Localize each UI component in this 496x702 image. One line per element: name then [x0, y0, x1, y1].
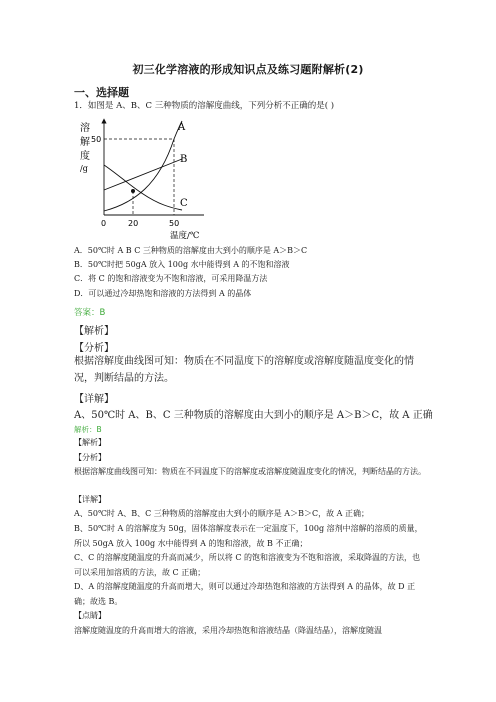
small-answer-line: 解析：B [74, 425, 102, 434]
small-analysis-text: 根据溶解度曲线图可知：物质在不同温度下的溶解度或溶解度随温度变化的情况，判断结晶的方法。 [74, 467, 426, 476]
detail-heading: 【详解】 [74, 394, 114, 405]
small-keypoint-text: 溶解度随温度的升高而增大的溶液，采用冷却热饱和溶液结晶（降温结晶），溶解度随温 [74, 626, 382, 635]
x-axis-label: 温度/℃ [170, 231, 200, 241]
small-detail-heading: 【详解】 [74, 495, 106, 504]
small-detail-d: D、A 的溶解度随温度的升高而增大，则可以通过冷却热饱和溶液的方法得到 A 的晶体，故 D 正确；故选 B。 [74, 582, 416, 606]
x-tick-20: 20 [128, 219, 139, 228]
curve-a [104, 121, 182, 211]
section-heading: 一、选择题 [74, 86, 129, 99]
analysis-heading: 【分析】 [74, 343, 114, 354]
small-explanation-heading: 【解析】 [74, 438, 106, 447]
curve-label-c: C [180, 198, 188, 209]
small-keypoint-heading: 【点睛】 [74, 611, 106, 620]
y-label-2: 解 [80, 137, 90, 148]
document-title: 初三化学溶液的形成知识点及练习题附解析(2) [132, 63, 364, 76]
answer-line: 答案：B [74, 308, 106, 318]
question-1-stem: 1．如图是 A、B、C 三种物质的溶解度曲线，下列分析不正确的是( ) [74, 101, 335, 111]
option-c: C．将 C 的饱和溶液变为不饱和溶液，可采用降温方法 [74, 274, 268, 284]
x-tick-50: 50 [169, 219, 180, 228]
y-label-3: 度 [80, 151, 90, 162]
curve-label-b: B [180, 154, 188, 165]
curve-b [104, 159, 182, 190]
x-tick-0: 0 [101, 219, 107, 228]
detail-text: A、50℃时 A、B、C 三种物质的溶解度由大到小的顺序是 A＞B＞C，故 A 正确 [74, 410, 433, 421]
explanation-heading: 【解析】 [74, 326, 114, 337]
analysis-text: 根据溶解度曲线图可知：物质在不同温度下的溶解度或溶解度随温度变化的情况，判断结晶的方法。 [74, 356, 414, 384]
small-detail-c: C、C 的溶解度随温度的升高而减少，所以将 C 的饱和溶液变为不饱和溶液，采取降温的方法，也可以采用加溶质的方法，故 C 正确； [74, 553, 420, 577]
small-analysis-heading: 【分析】 [74, 453, 106, 462]
y-label-4: /g [80, 164, 88, 173]
intersection-point [131, 189, 135, 193]
y-label-1: 溶 [80, 123, 90, 134]
curve-label-a: A [178, 122, 186, 133]
small-detail-a: A、50℃时 A、B、C 三种物质的溶解度由大到小的顺序是 A＞B＞C，故 A 正确； [74, 509, 369, 518]
y-tick-50: 50 [91, 135, 102, 144]
curve-c [104, 165, 182, 210]
small-detail-b: B、50℃时 A 的溶解度为 50g，固体溶解度表示在一定温度下，100g 溶剂中溶解的溶质的质量，所以 50gA 放入 100g 水中能得到 A 的饱和溶液，故 B 不正确； [74, 524, 423, 548]
answer-options [74, 244, 307, 301]
option-d: D．可以通过冷却热饱和溶液的方法得到 A 的晶体 [74, 288, 252, 298]
option-a: A．50℃时 A B C 三种物质的溶解度由大到小的顺序是 A＞B＞C [74, 246, 308, 255]
option-b: B．50℃时把 50gA 放入 100g 水中能得到 A 的不饱和溶液 [74, 260, 290, 270]
solubility-chart [74, 115, 224, 243]
